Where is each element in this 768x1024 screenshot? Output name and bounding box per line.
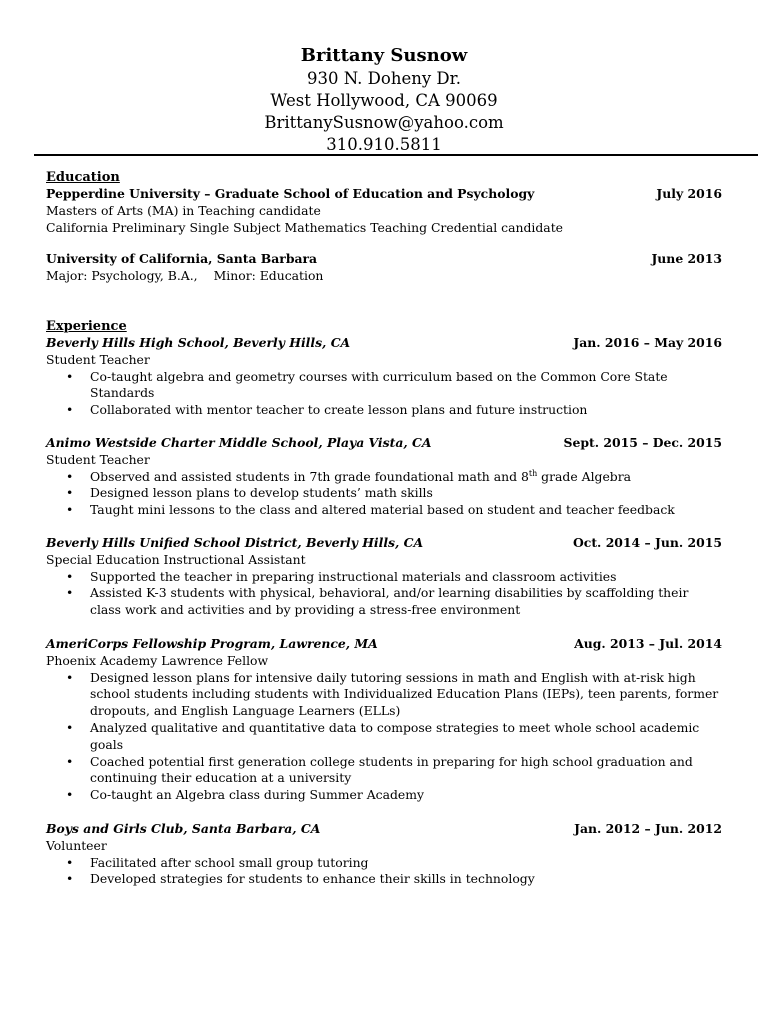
experience-heading: Experience [46,318,127,334]
major: Major: Psychology, B.A., [46,268,198,284]
job-role: Student Teacher [46,351,150,367]
job-date: Sept. 2015 – Dec. 2015 [563,434,722,450]
job-date: Aug. 2013 – Jul. 2014 [574,635,722,651]
job-role: Phoenix Academy Lawrence Fellow [46,652,269,668]
job-organization: AmeriCorps Fellowship Program, Lawrence, MA [46,635,378,651]
job-entry [46,335,722,419]
school-name: University of California, Santa Barbara [46,251,318,267]
job-organization: Animo Westside Charter Middle School, Playa Vista, CA [46,434,432,450]
job-bullet: • Observed and assisted students in 7th grade foundational math and 8th grade Algebra [90,469,722,486]
resume-body [46,169,722,888]
education-date: June 2013 [651,251,722,267]
job-bullet: • Developed strategies for students to enhance their skills in technology [90,871,722,888]
phone: 310.910.5811 [326,135,442,154]
job-bullet: • Co-taught algebra and geometry courses with curriculum based on the Common Core State Standards [90,369,722,403]
job-date: Jan. 2016 – May 2016 [573,334,722,350]
job-entry [46,636,722,804]
school-name: Pepperdine University – Graduate School of Education and Psychology [46,186,535,201]
job-bullet: • Co-taught an Algebra class during Summer Academy [90,787,722,804]
job-bullet: • Facilitated after school small group tutoring [90,855,722,872]
major-minor-line [46,268,722,285]
address-line-2: West Hollywood, CA 90069 [270,91,498,110]
job-entry [46,435,722,519]
address-line-1: 930 N. Doheny Dr. [307,69,461,88]
header-divider [34,154,758,156]
job-organization: Beverly Hills High School, Beverly Hills, CA [46,334,351,350]
minor: Minor: Education [213,268,324,284]
resume-header [0,44,768,156]
job-bullet: • Analyzed qualitative and quantitative data to compose strategies to meet whole school academic goals [90,720,722,754]
job-role: Volunteer [46,837,107,853]
credential-line: California Preliminary Single Subject Mathematics Teaching Credential candidate [46,219,563,235]
job-date: Jan. 2012 – Jun. 2012 [574,820,722,836]
email: BrittanySusnow@yahoo.com [264,113,504,132]
job-bullet: • Designed lesson plans for intensive daily tutoring sessions in math and English with at-risk high school students including students with Individualized Education Plans (IEPs), teen parents, former dropouts, and English Language Learners (ELLs) [90,670,722,720]
job-entry [46,821,722,888]
candidate-name: Brittany Susnow [300,45,468,66]
education-entry [46,186,722,236]
job-role: Special Education Instructional Assistant [46,551,306,567]
job-organization: Beverly Hills Unified School District, Beverly Hills, CA [46,534,424,550]
job-date: Oct. 2014 – Jun. 2015 [573,534,722,550]
degree-line: Masters of Arts (MA) in Teaching candidate [46,202,321,218]
job-bullet: • Taught mini lessons to the class and altered material based on student and teacher feedback [90,502,722,519]
job-bullet: • Collaborated with mentor teacher to create lesson plans and future instruction [90,402,722,419]
job-entry [46,535,722,619]
education-heading: Education [46,170,120,185]
job-bullet: • Coached potential first generation college students in preparing for high school graduation and continuing their education at a university [90,754,722,788]
education-date: July 2016 [656,186,722,201]
job-role: Student Teacher [46,451,150,467]
job-bullet: • Assisted K-3 students with physical, behavioral, and/or learning disabilities by scaffolding their class work and activities and by providing a stress-free environment [90,585,722,619]
education-entry [46,251,722,285]
job-organization: Boys and Girls Club, Santa Barbara, CA [46,820,321,836]
job-bullet: • Designed lesson plans to develop students’ math skills [90,485,722,502]
job-bullet: • Supported the teacher in preparing instructional materials and classroom activities [90,569,722,586]
